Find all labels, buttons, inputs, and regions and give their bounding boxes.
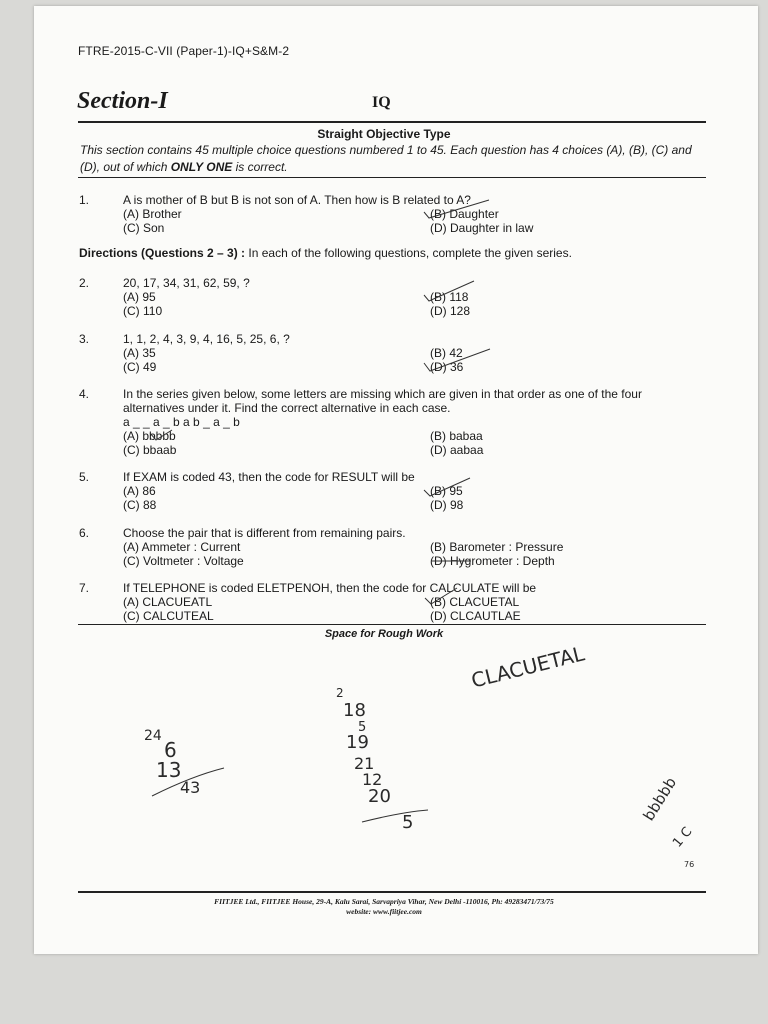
handwritten-note: 1 C <box>670 824 696 851</box>
section-subject: IQ <box>372 94 391 111</box>
handwritten-number: 5 <box>402 812 414 833</box>
letter-series: a _ _ a _ b a b _ a _ b <box>123 415 240 429</box>
option-d[interactable]: (D) CLCAUTLAE <box>430 609 521 623</box>
tick-mark-q4 <box>150 430 172 440</box>
tick-mark-q7 <box>425 588 457 604</box>
handwritten-number: 5 <box>358 720 367 735</box>
tick-mark-q3 <box>424 349 490 371</box>
tick-mark-q5 <box>424 478 470 496</box>
option-a[interactable]: (A) 35 <box>123 346 156 360</box>
option-c[interactable]: (C) Voltmeter : Voltage <box>123 554 244 568</box>
handwritten-number: 6 <box>164 738 177 762</box>
option-b[interactable]: (B) 118 <box>430 290 469 304</box>
footer-rule <box>78 891 706 893</box>
option-b[interactable]: (B) 42 <box>430 346 463 360</box>
directions-2-3: Directions (Questions 2 – 3) : In each of the following questions, complete the given series. <box>79 246 572 260</box>
option-d[interactable]: (D) aabaa <box>430 443 484 457</box>
option-c[interactable]: (C) CALCUTEAL <box>123 609 214 623</box>
handwritten-number: 21 <box>354 754 375 773</box>
question-type-title: Straight Objective Type <box>317 127 451 141</box>
rough-work-label: Space for Rough Work <box>324 628 444 640</box>
option-c[interactable]: (C) 88 <box>123 498 157 512</box>
handwritten-number: 18 <box>343 700 366 721</box>
sum-line-col2 <box>362 810 428 822</box>
option-a[interactable]: (A) Ammeter : Current <box>123 540 241 554</box>
footer-address: FIITJEE Ltd., FIITJEE House, 29-A, Kalu Sarai, Sarvapriya Vihar, New Delhi -110016, Ph: 49283471/73/75 <box>214 897 554 906</box>
option-a[interactable]: (A) bbbbb <box>123 429 176 443</box>
section-instructions: This section contains 45 multiple choice questions numbered 1 to 45. Each question has 4 choices (A), (B), (C) and (D), out of which ONLY ONE is correct. <box>80 143 692 174</box>
section-title: Section-I <box>77 88 168 114</box>
option-a[interactable]: (A) 95 <box>123 290 156 304</box>
option-c[interactable]: (C) Son <box>123 221 165 235</box>
paper-code: FTRE-2015-C-VII (Paper-1)-IQ+S&M-2 <box>78 44 290 58</box>
option-a[interactable]: (A) CLACUEATL <box>123 595 213 609</box>
option-c[interactable]: (C) 110 <box>123 304 163 318</box>
option-a[interactable]: (A) Brother <box>123 207 182 221</box>
option-b[interactable]: (B) Daughter <box>430 207 499 221</box>
footer-website: website: www.fiitjee.com <box>346 907 422 916</box>
handwritten-note: bbbbb <box>639 774 681 824</box>
question-number: 1. <box>79 193 90 207</box>
tick-mark-q2 <box>424 281 474 301</box>
handwritten-number: 2 <box>336 686 344 700</box>
option-d[interactable]: (D) 36 <box>430 360 464 374</box>
option-c[interactable]: (C) 49 <box>123 360 157 374</box>
option-b[interactable]: (B) Barometer : Pressure <box>430 540 564 554</box>
handwritten-number: 20 <box>368 786 391 807</box>
handwritten-number: 19 <box>346 732 369 753</box>
handwritten-word: CLACUETAL <box>468 641 587 693</box>
option-d[interactable]: (D) 98 <box>430 498 464 512</box>
handwritten-number: 43 <box>180 778 201 797</box>
option-d[interactable]: (D) 128 <box>430 304 471 318</box>
handwritten-number: 12 <box>362 770 383 789</box>
option-c[interactable]: (C) bbaab <box>123 443 177 457</box>
tick-mark-q1 <box>424 200 489 218</box>
option-b[interactable]: (B) 95 <box>430 484 463 498</box>
handwritten-number: 24 <box>144 728 162 744</box>
option-a[interactable]: (A) 86 <box>123 484 156 498</box>
option-b[interactable]: (B) babaa <box>430 429 483 443</box>
option-d[interactable]: (D) Daughter in law <box>430 221 534 235</box>
option-b[interactable]: (B) CLACUETAL <box>430 595 520 609</box>
handwritten-note: 76 <box>684 860 695 869</box>
handwritten-number: 13 <box>156 758 182 782</box>
option-d[interactable]: (D) Hygrometer : Depth <box>430 554 555 568</box>
question-stem: A is mother of B but B is not son of A. Then how is B related to A? <box>123 193 471 207</box>
